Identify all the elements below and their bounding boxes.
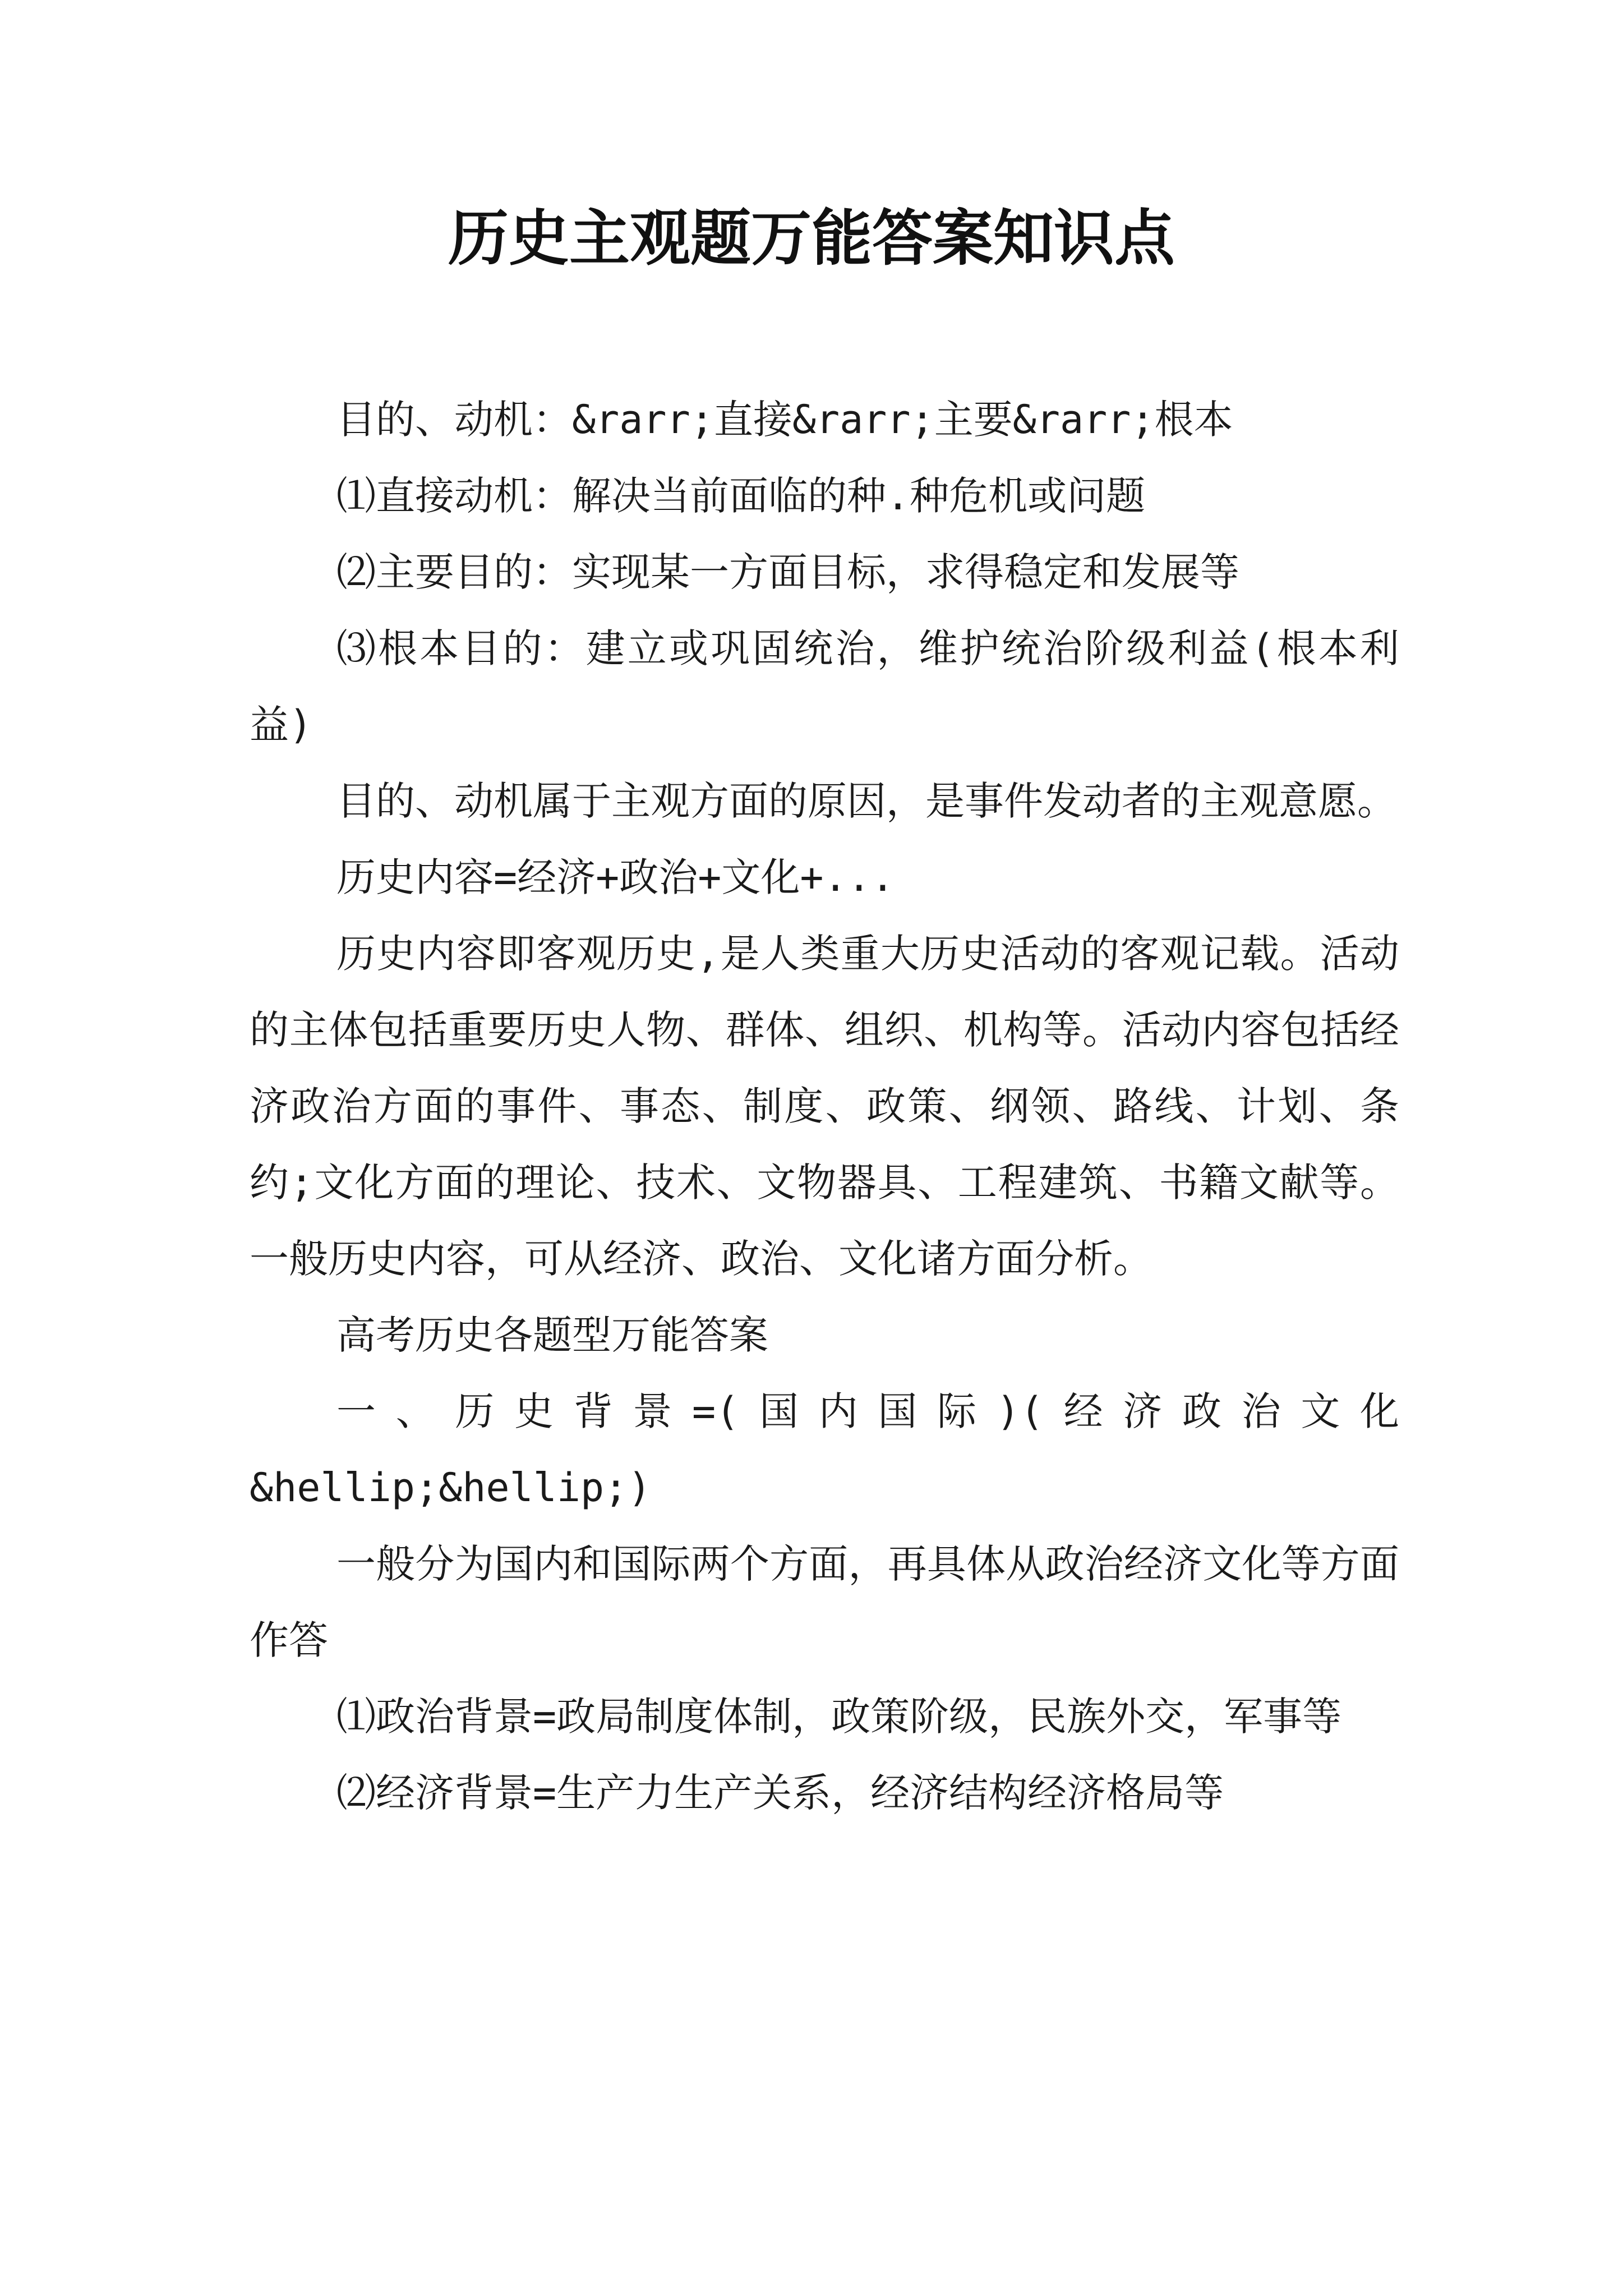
paragraph-direct-motive: ⑴直接动机：解决当前面临的种.种危机或问题 xyxy=(336,473,1146,519)
paragraph-history-content-explanation: 历史内容即客观历史,是人类重大历史活动的客观记载。活动的主体包括重要历史人物、群体、组织、机构等。活动内容包括经济政治方面的事件、事态、制度、政策、纲领、路线、计划、条约;文化方面的理论、技术、文物器具、工程建筑、书籍文献等。一般历史内容，可从经济、政治、文化诸方面分析。 xyxy=(250,931,1399,1282)
paragraph-background-method: 一般分为国内和国际两个方面，再具体从政治经济文化等方面作答 xyxy=(250,1541,1399,1663)
document-body xyxy=(250,381,1399,1831)
paragraph-political-background: ⑴政治背景=政局制度体制，政策阶级，民族外交，军事等 xyxy=(336,1694,1342,1740)
paragraph-subjective-cause: 目的、动机属于主观方面的原因，是事件发动者的主观意愿。 xyxy=(336,778,1396,824)
paragraph-historical-background: 一、历史背景=(国内国际)(经济政治文化&hellip;&hellip;) xyxy=(250,1388,1399,1511)
paragraph-purpose-motive: 目的、动机：&rarr;直接&rarr;主要&rarr;根本 xyxy=(336,397,1233,443)
paragraph-economic-background: ⑵经济背景=生产力生产关系，经济结构经济格局等 xyxy=(336,1770,1224,1816)
paragraph-exam-answers-heading: 高考历史各题型万能答案 xyxy=(336,1312,768,1358)
document-title: 历史主观题万能答案知识点 xyxy=(448,203,1175,274)
paragraph-history-content-formula: 历史内容=经济+政治+文化+... xyxy=(336,854,895,900)
paragraph-fundamental-purpose: ⑶根本目的：建立或巩固统治，维护统治阶级利益(根本利益) xyxy=(250,625,1399,748)
paragraph-main-purpose: ⑵主要目的：实现某一方面目标，求得稳定和发展等 xyxy=(336,549,1239,595)
